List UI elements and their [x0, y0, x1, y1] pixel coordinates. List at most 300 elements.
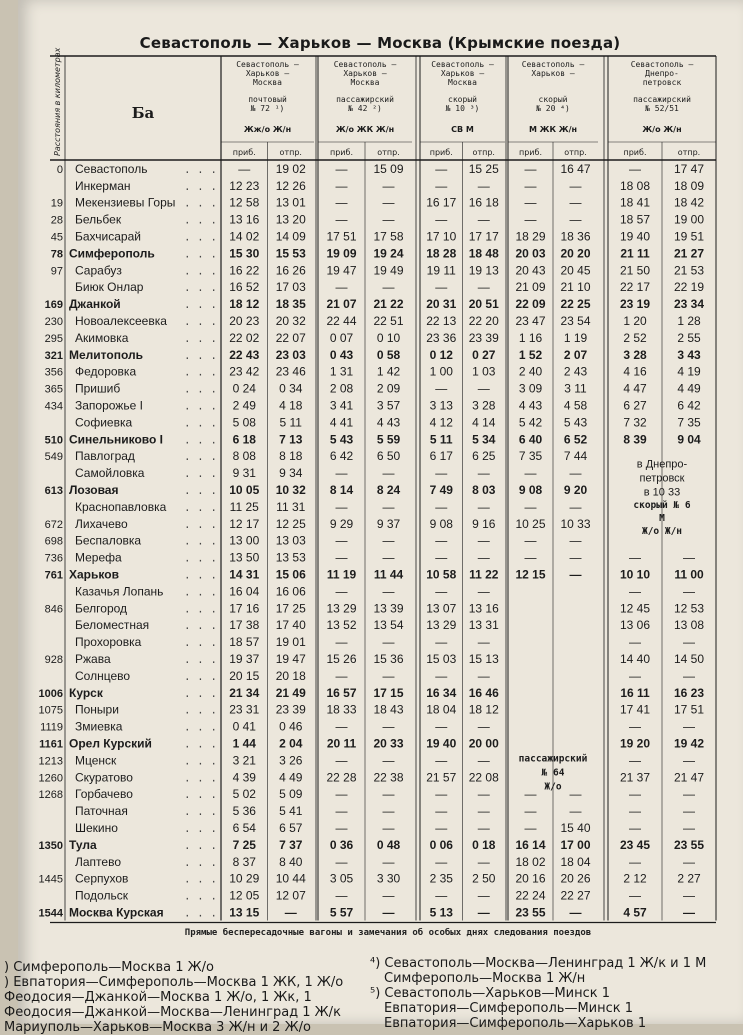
time-cell: 23 36 [426, 330, 457, 345]
station-name: Москва Курская [69, 905, 164, 920]
fast-train-6-note: Ж/о Ж/н [641, 526, 683, 538]
time-cell: 3 13 [429, 398, 453, 413]
note-left-2: Феодосия—Джанкой—Москва 1 Ж/о, 1 Жк, 1 [4, 990, 312, 1005]
time-cell: 18 29 [515, 229, 546, 244]
time-cell: 18 57 [619, 212, 651, 227]
time-cell: 19 24 [373, 246, 404, 261]
time-cell: 13 01 [275, 195, 306, 210]
time-cell: 9 20 [563, 483, 588, 497]
time-cell: 8 37 [232, 854, 256, 869]
time-cell: 17 16 [229, 601, 260, 616]
time-cell: 22 38 [373, 770, 404, 785]
train-kind: почтовый [248, 95, 287, 104]
time-cell: 19 42 [673, 736, 705, 751]
time-cell: 2 50 [472, 871, 496, 886]
time-cell: 17 38 [229, 618, 260, 633]
time-cell: 17 40 [275, 618, 306, 633]
leader-dots: . . . [183, 486, 217, 498]
time-cell: — [335, 161, 348, 176]
time-cell: 15 03 [426, 652, 457, 666]
time-cell: — [435, 533, 448, 548]
row-km: 295 [44, 332, 63, 345]
time-cell: 6 57 [279, 821, 303, 835]
time-cell: 5 09 [279, 787, 303, 802]
time-cell: — [382, 499, 395, 514]
row-km: 356 [44, 366, 63, 379]
time-cell: 22 28 [326, 770, 357, 785]
leader-dots: . . . [183, 773, 217, 786]
station-name: Лаптево [75, 854, 121, 869]
arrival-header: приб. [232, 148, 256, 157]
time-cell: 23 39 [275, 702, 306, 717]
station-name: Солнцево [75, 668, 131, 683]
station-name: Ржава [75, 652, 111, 666]
time-cell: — [382, 280, 395, 295]
time-cell: — [335, 719, 348, 734]
time-cell: 17 00 [560, 837, 591, 852]
time-cell: — [382, 533, 395, 548]
time-cell: 6 50 [376, 449, 401, 464]
time-cell: 8 40 [279, 854, 303, 869]
leader-dots: . . . [183, 553, 217, 566]
time-cell: 2 40 [518, 364, 543, 379]
time-cell: 13 50 [229, 550, 260, 565]
leader-dots: . . . [183, 857, 217, 870]
time-cell: 20 15 [229, 668, 260, 683]
time-cell: — [477, 854, 490, 869]
time-cell: 5 43 [329, 432, 354, 447]
time-cell: 17 51 [673, 702, 705, 717]
time-cell: 18 02 [515, 854, 546, 869]
time-cell: 23 54 [560, 314, 591, 328]
station-name: Запорожье I [75, 398, 143, 413]
time-cell: 15 26 [326, 652, 357, 666]
leader-dots: . . . [183, 164, 217, 177]
time-cell: 7 35 [677, 415, 701, 430]
time-cell: 17 41 [619, 702, 651, 717]
time-cell: — [335, 499, 348, 514]
time-cell: — [629, 787, 641, 802]
time-cell: — [435, 212, 448, 227]
station-name: Горбачево [75, 787, 133, 802]
time-cell: 16 34 [426, 685, 457, 700]
time-cell: — [524, 195, 537, 210]
time-cell: 18 04 [560, 854, 591, 869]
time-cell: 2 52 [623, 330, 647, 345]
time-cell: 13 16 [229, 212, 260, 227]
time-cell: 6 25 [472, 449, 496, 464]
departure-header: отпр. [677, 148, 701, 157]
station-name: Пришиб [75, 381, 121, 396]
notes-block [4, 952, 743, 1035]
time-cell: 18 42 [673, 195, 705, 210]
time-cell: 7 49 [429, 483, 453, 497]
time-cell: — [335, 668, 348, 683]
time-cell: 22 17 [619, 280, 651, 295]
time-cell: 5 57 [329, 905, 354, 920]
train-route-line: Харьков — [245, 69, 290, 78]
time-cell: — [683, 804, 695, 819]
time-cell: — [382, 195, 395, 210]
time-cell: — [569, 195, 582, 210]
time-cell: 18 48 [468, 246, 499, 261]
time-cell: 22 09 [515, 297, 546, 312]
leader-dots: . . . [183, 300, 217, 313]
time-cell: — [477, 584, 490, 599]
time-cell: — [382, 584, 395, 599]
time-cell: 9 29 [329, 516, 354, 531]
time-cell: 10 25 [515, 516, 546, 531]
departure-header: отпр. [564, 148, 587, 157]
note-left-0: ) Симферополь—Москва 1 Ж/о [4, 960, 214, 975]
time-cell: 16 46 [468, 685, 499, 700]
leader-dots: . . . [183, 638, 217, 651]
leader-dots: . . . [183, 824, 217, 836]
time-cell: — [435, 787, 448, 802]
time-cell: 21 07 [326, 297, 357, 312]
time-cell: 16 47 [560, 161, 591, 176]
dnepr-arrival-note: петровск [639, 472, 685, 485]
time-cell: 1 28 [677, 314, 701, 328]
time-cell: 21 10 [560, 280, 591, 295]
time-cell: 19 01 [275, 635, 306, 650]
time-cell: 16 22 [229, 263, 260, 278]
time-cell: 4 58 [563, 398, 588, 413]
train-route-line: Севастополь — [333, 60, 397, 69]
time-cell: 23 19 [619, 297, 651, 312]
leader-dots: . . . [183, 705, 217, 718]
time-cell: — [524, 212, 537, 227]
time-cell: — [382, 821, 395, 835]
time-cell: 20 43 [515, 263, 546, 278]
time-cell: — [524, 466, 537, 481]
time-cell: 2 27 [677, 871, 701, 886]
time-cell: 8 39 [623, 432, 647, 447]
time-cell: 16 18 [468, 195, 499, 210]
time-cell: 12 45 [619, 601, 651, 616]
station-name: Сарабуз [75, 263, 122, 278]
time-cell: 21 50 [619, 263, 651, 278]
time-cell: — [477, 719, 490, 734]
time-cell: 2 08 [329, 381, 354, 396]
time-cell: 13 20 [275, 212, 306, 227]
time-cell: — [335, 195, 348, 210]
note-left-4: Мариуполь—Харьков—Москва 3 Ж/н и 2 Ж/о [4, 1020, 311, 1035]
page-title: Севастополь — Харьков — Москва (Крымские поезда) [139, 34, 621, 52]
leader-dots: . . . [183, 655, 217, 667]
leader-dots: . . . [183, 418, 217, 431]
time-cell: 5 34 [472, 432, 496, 447]
station-col-header: Ба [131, 104, 155, 122]
time-cell: 13 16 [468, 601, 499, 616]
station-name: Харьков [69, 567, 119, 582]
leader-dots: . . . [183, 283, 217, 296]
leader-dots: . . . [183, 891, 217, 904]
timetable-page [4, 0, 743, 1035]
time-cell: — [477, 466, 490, 481]
time-cell: — [435, 161, 448, 176]
time-cell: — [477, 905, 490, 920]
time-cell: — [569, 905, 582, 920]
leader-dots: . . . [183, 621, 217, 634]
time-cell: — [435, 668, 448, 683]
station-name: Симферополь [69, 246, 155, 261]
time-cell: 0 48 [376, 837, 401, 852]
time-cell: 22 24 [515, 888, 546, 903]
time-cell: 21 47 [673, 770, 705, 785]
station-name: Краснопавловка [75, 499, 167, 514]
time-cell: — [683, 584, 695, 599]
fast-train-6-note: М [659, 513, 665, 525]
row-km: 761 [44, 569, 63, 582]
time-cell: 0 24 [232, 381, 256, 396]
row-km: 1213 [38, 755, 63, 768]
time-cell: 21 37 [619, 770, 651, 785]
time-cell: 12 17 [229, 516, 260, 531]
fast-train-6-note: скорый № 6 [633, 500, 691, 512]
leader-dots: . . . [183, 232, 217, 245]
train-classes: М ЖК Ж/н [528, 125, 578, 134]
time-cell: — [569, 567, 582, 582]
time-cell: — [629, 668, 641, 683]
leader-dots: . . . [183, 739, 217, 752]
note-right-0: ⁴) Севастополь—Москва—Ленинград 1 Ж/к и 1 М [370, 956, 707, 971]
station-name: Инкерман [75, 178, 131, 193]
leader-dots: . . . [183, 266, 217, 279]
leader-dots: . . . [183, 333, 217, 346]
station-name: Федоровка [75, 364, 137, 379]
time-cell: 21 22 [373, 297, 404, 312]
time-cell: 11 22 [469, 567, 499, 582]
station-name: Севастополь [75, 161, 148, 176]
time-cell: 12 26 [275, 178, 306, 193]
time-cell: — [335, 753, 348, 768]
time-cell: 19 13 [468, 263, 499, 278]
time-cell: 11 19 [326, 567, 357, 582]
time-cell: 18 57 [229, 635, 260, 650]
distance-header-label: Расстояния в километрах [53, 47, 62, 156]
time-cell: 5 13 [429, 905, 453, 920]
time-cell: — [335, 854, 348, 869]
time-cell: 9 16 [472, 516, 496, 531]
time-cell: 6 42 [329, 449, 354, 464]
leader-dots: . . . [183, 317, 217, 329]
time-cell: 22 02 [229, 330, 260, 345]
leader-dots: . . . [183, 401, 217, 414]
time-cell: 0 41 [232, 719, 256, 734]
train-number: № 72 ¹) [250, 104, 285, 113]
time-cell: 3 21 [232, 753, 256, 768]
time-cell: — [435, 280, 448, 295]
time-cell: 14 40 [619, 652, 651, 666]
time-cell: 18 43 [373, 702, 404, 717]
time-cell: 12 15 [515, 567, 546, 582]
time-cell: — [683, 719, 695, 734]
time-cell: 4 43 [376, 415, 401, 430]
leader-dots: . . . [183, 452, 217, 465]
time-cell: — [629, 753, 641, 768]
time-cell: 3 28 [623, 347, 647, 362]
time-cell: 13 08 [673, 618, 705, 633]
time-cell: 14 02 [229, 229, 260, 244]
time-cell: — [335, 804, 348, 819]
time-cell: 10 05 [229, 483, 260, 497]
time-cell: — [477, 668, 490, 683]
station-name: Бахчисарай [75, 229, 141, 244]
time-cell: 16 52 [229, 280, 260, 295]
train-number: № 42 ²) [348, 104, 382, 113]
departure-header: отпр. [472, 148, 495, 157]
station-name: Павлоград [75, 449, 135, 464]
time-cell: 20 26 [560, 871, 591, 886]
time-cell: — [683, 787, 695, 802]
station-name: Беспаловка [75, 533, 142, 548]
time-cell: 13 03 [275, 533, 306, 548]
time-cell: 13 31 [468, 618, 499, 633]
station-name: Прохоровка [75, 635, 142, 650]
time-cell: 15 09 [373, 161, 404, 176]
row-km: 510 [44, 434, 63, 447]
time-cell: — [335, 280, 348, 295]
station-name: Казачья Лопань [75, 584, 164, 599]
time-cell: 3 26 [279, 753, 303, 768]
time-cell: 18 12 [468, 702, 499, 717]
time-cell: — [335, 212, 348, 227]
time-cell: 19 49 [373, 263, 404, 278]
time-cell: — [435, 888, 448, 903]
passenger-train-64-note: пассажирский [518, 753, 588, 765]
time-cell: — [435, 753, 448, 768]
time-cell: 12 25 [275, 516, 306, 531]
station-name: Новоалексеевка [75, 314, 167, 328]
time-cell: — [524, 821, 537, 835]
leader-dots: . . . [183, 790, 217, 803]
time-cell: 3 05 [329, 871, 354, 886]
time-cell: — [524, 533, 537, 548]
time-cell: 15 40 [560, 821, 591, 835]
station-name: Мелитополь [69, 347, 143, 362]
station-name: Лихачево [75, 516, 128, 531]
time-cell: — [683, 753, 695, 768]
dnepr-arrival-note: в 10 33 [643, 486, 681, 499]
time-cell: 18 36 [560, 229, 591, 244]
train-number: № 20 ⁴) [536, 104, 570, 113]
time-cell: — [629, 635, 641, 650]
time-cell: 6 40 [518, 432, 543, 447]
leader-dots: . . . [183, 367, 217, 380]
train-route-line: Москва [448, 78, 477, 87]
time-cell: 21 27 [673, 246, 705, 261]
arrival-header: приб. [623, 148, 647, 157]
row-km: 928 [44, 654, 63, 666]
leader-dots: . . . [183, 469, 217, 482]
station-name: Орел Курский [69, 736, 152, 751]
time-cell: 22 43 [229, 347, 260, 362]
station-name: Акимовка [75, 330, 129, 345]
time-cell: 23 55 [673, 837, 705, 852]
station-name: Мценск [75, 753, 117, 768]
time-cell: 12 23 [229, 178, 260, 193]
train-route-line: Севастополь — [630, 60, 694, 69]
time-cell: — [477, 635, 490, 650]
time-cell: 9 37 [376, 516, 401, 531]
time-cell: 20 18 [275, 668, 306, 683]
time-cell: 1 44 [232, 736, 256, 751]
time-cell: 13 39 [373, 601, 404, 616]
row-km: 169 [44, 299, 63, 312]
time-cell: 0 06 [429, 837, 453, 852]
time-cell: — [382, 466, 395, 481]
time-cell: — [382, 212, 395, 227]
row-km: 1260 [38, 772, 63, 785]
time-cell: 22 08 [468, 770, 499, 785]
time-cell: 3 28 [472, 398, 496, 413]
station-name: Самойловка [75, 466, 145, 481]
station-name: Поныри [75, 702, 119, 717]
leader-dots: . . . [183, 570, 217, 583]
notes-title: Прямые беспересадочные вагоны и замечания об особых днях следования поездов [184, 928, 592, 938]
train-route-line: Севастополь — [431, 60, 494, 69]
train-route-line: Москва [350, 78, 380, 87]
time-cell: — [524, 550, 537, 565]
time-cell: 19 00 [673, 212, 705, 227]
time-cell: 23 34 [673, 297, 705, 312]
time-cell: — [382, 550, 395, 565]
time-cell: 19 40 [619, 229, 651, 244]
time-cell: — [435, 178, 448, 193]
time-cell: 5 41 [279, 804, 303, 819]
time-cell: 11 44 [373, 567, 404, 582]
row-km: 0 [56, 163, 63, 176]
time-cell: 20 11 [326, 736, 357, 751]
time-cell: 17 47 [673, 161, 705, 176]
time-cell: 19 40 [426, 736, 457, 751]
leader-dots: . . . [183, 435, 217, 448]
station-name: Мекензиевы Горы [75, 195, 176, 210]
row-km: 1006 [38, 687, 63, 700]
time-cell: 21 34 [229, 685, 260, 700]
time-cell: — [477, 550, 490, 565]
row-km: 736 [44, 552, 63, 565]
time-cell: — [477, 280, 490, 295]
time-cell: 13 15 [229, 905, 260, 920]
time-cell: 17 03 [275, 280, 306, 295]
time-cell: — [683, 854, 695, 869]
time-cell: 7 32 [623, 415, 647, 430]
time-cell: 19 51 [673, 229, 705, 244]
time-cell: 15 36 [373, 652, 404, 666]
time-cell: 1 42 [376, 364, 401, 379]
time-cell: — [435, 719, 448, 734]
time-cell: 21 49 [275, 685, 306, 700]
time-cell: 16 23 [673, 685, 705, 700]
time-cell: 19 47 [326, 263, 357, 278]
time-cell: 5 42 [518, 415, 543, 430]
leader-dots: . . . [183, 198, 217, 211]
time-cell: 20 00 [468, 736, 499, 751]
time-cell: 0 46 [279, 719, 303, 734]
time-cell: — [683, 668, 695, 683]
row-km: 97 [50, 265, 63, 278]
station-name: Змиевка [75, 719, 123, 734]
time-cell: 19 37 [229, 652, 260, 666]
time-cell: — [238, 161, 251, 176]
time-cell: — [335, 550, 348, 565]
time-cell: — [335, 888, 348, 903]
time-cell: 13 00 [229, 533, 260, 548]
row-km: 78 [50, 248, 63, 261]
time-cell: — [435, 381, 448, 396]
